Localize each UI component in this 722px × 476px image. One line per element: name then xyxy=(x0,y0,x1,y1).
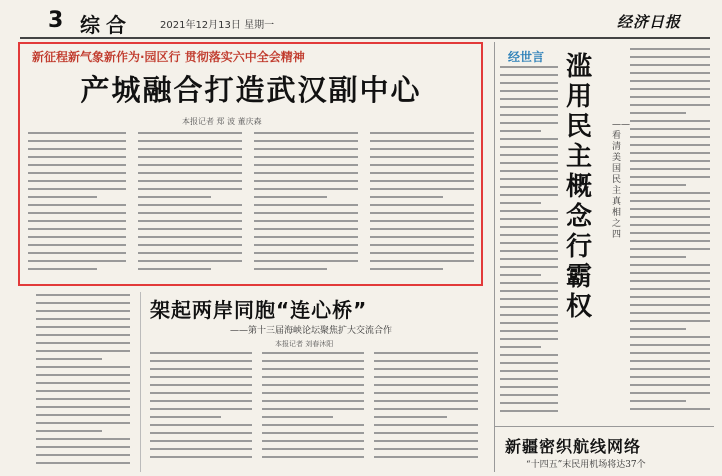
right-column-rule xyxy=(494,42,495,472)
text-line xyxy=(630,56,710,58)
header-rule xyxy=(20,37,710,39)
text-line xyxy=(36,326,130,328)
text-line xyxy=(630,224,710,226)
text-line xyxy=(28,220,126,222)
text-line xyxy=(370,132,474,134)
text-line xyxy=(138,188,242,190)
text-line xyxy=(262,384,364,386)
text-line xyxy=(28,188,126,190)
text-line xyxy=(500,106,558,108)
text-line xyxy=(254,204,358,206)
text-line xyxy=(254,268,327,270)
text-line xyxy=(150,416,221,418)
text-line xyxy=(500,354,558,356)
lead-kicker: 新征程新气象新作为·园区行 贯彻落实六中全会精神 xyxy=(32,50,305,64)
text-line xyxy=(374,432,478,434)
text-line xyxy=(262,392,364,394)
text-line xyxy=(150,400,252,402)
text-line xyxy=(370,236,474,238)
text-line xyxy=(138,236,242,238)
text-line xyxy=(254,228,358,230)
text-line xyxy=(500,178,558,180)
lead-byline: 本报记者 郑 波 董庆森 xyxy=(182,117,262,126)
text-line xyxy=(500,186,558,188)
text-line xyxy=(254,244,358,246)
text-line xyxy=(374,408,478,410)
text-line xyxy=(36,302,130,304)
masthead-logo: 经济日报 xyxy=(617,13,682,31)
text-line xyxy=(630,328,686,330)
text-line xyxy=(500,250,558,252)
text-line xyxy=(36,358,102,360)
text-line xyxy=(254,236,358,238)
text-line xyxy=(254,180,358,182)
text-line xyxy=(500,90,558,92)
text-line xyxy=(500,210,558,212)
text-line xyxy=(500,314,558,316)
text-line xyxy=(630,384,710,386)
text-line xyxy=(630,152,710,154)
text-line xyxy=(374,440,478,442)
text-line xyxy=(630,48,710,50)
text-line xyxy=(500,74,558,76)
text-line xyxy=(150,360,252,362)
text-line xyxy=(36,294,130,296)
text-line xyxy=(370,156,474,158)
text-line xyxy=(370,172,474,174)
text-line xyxy=(138,268,211,270)
text-line xyxy=(500,226,558,228)
text-line xyxy=(370,260,474,262)
text-line xyxy=(630,192,710,194)
text-line xyxy=(370,204,474,206)
text-line xyxy=(500,370,558,372)
text-line xyxy=(28,260,126,262)
text-line xyxy=(138,260,242,262)
text-line xyxy=(254,188,358,190)
text-line xyxy=(262,440,364,442)
text-line xyxy=(28,196,97,198)
text-line xyxy=(500,138,558,140)
text-line xyxy=(630,88,710,90)
page-number: 3 xyxy=(48,8,64,33)
text-line xyxy=(262,368,364,370)
text-line xyxy=(500,122,558,124)
text-line xyxy=(500,298,558,300)
text-line xyxy=(36,406,130,408)
text-line xyxy=(36,438,130,440)
text-line xyxy=(630,112,686,114)
issue-date: 2021年12月13日 星期一 xyxy=(160,20,275,31)
text-line xyxy=(630,160,710,162)
text-line xyxy=(500,362,558,364)
text-line xyxy=(374,384,478,386)
text-line xyxy=(630,392,710,394)
text-line xyxy=(262,408,364,410)
text-line xyxy=(138,220,242,222)
text-line xyxy=(254,260,358,262)
text-line xyxy=(254,212,358,214)
text-line xyxy=(500,154,558,156)
text-line xyxy=(500,194,558,196)
text-line xyxy=(138,140,242,142)
text-line xyxy=(500,202,541,204)
text-line xyxy=(370,188,474,190)
text-line xyxy=(28,148,126,150)
second-text-column-3 xyxy=(374,352,478,470)
text-line xyxy=(630,184,686,186)
text-line xyxy=(630,80,710,82)
text-line xyxy=(254,156,358,158)
text-line xyxy=(630,232,710,234)
text-line xyxy=(28,172,126,174)
text-line xyxy=(374,376,478,378)
text-line xyxy=(630,248,710,250)
text-line xyxy=(150,352,252,354)
text-line xyxy=(630,336,710,338)
text-line xyxy=(254,140,358,142)
text-line xyxy=(374,360,478,362)
text-line xyxy=(630,128,710,130)
text-line xyxy=(28,212,126,214)
lead-text-column-3 xyxy=(254,132,358,280)
text-line xyxy=(630,400,686,402)
text-line xyxy=(374,368,478,370)
text-line xyxy=(150,408,252,410)
text-line xyxy=(254,196,327,198)
text-line xyxy=(630,216,710,218)
text-line xyxy=(28,204,126,206)
text-line xyxy=(262,424,364,426)
text-line xyxy=(370,140,474,142)
text-line xyxy=(500,82,558,84)
text-line xyxy=(630,264,710,266)
text-line xyxy=(138,172,242,174)
text-line xyxy=(150,424,252,426)
text-line xyxy=(370,212,474,214)
text-line xyxy=(138,252,242,254)
text-line xyxy=(28,252,126,254)
text-line xyxy=(630,408,710,410)
text-line xyxy=(500,266,558,268)
text-line xyxy=(630,176,710,178)
bottom-right-subheadline: “十四五”末民用机场将达37个 xyxy=(526,460,646,470)
text-line xyxy=(36,398,130,400)
commentary-subtitle: ——看清美国民主真相之四 xyxy=(612,120,630,240)
text-line xyxy=(150,432,252,434)
text-line xyxy=(28,132,126,134)
text-line xyxy=(138,132,242,134)
text-line xyxy=(500,242,558,244)
text-line xyxy=(500,98,558,100)
text-line xyxy=(630,72,710,74)
text-line xyxy=(254,148,358,150)
text-line xyxy=(36,366,130,368)
text-line xyxy=(370,196,443,198)
text-line xyxy=(630,368,710,370)
text-line xyxy=(150,384,252,386)
text-line xyxy=(500,130,541,132)
text-line xyxy=(150,376,252,378)
text-line xyxy=(374,400,478,402)
left-text-column xyxy=(36,294,130,470)
text-line xyxy=(500,274,541,276)
text-line xyxy=(630,120,710,122)
lead-text-column-2 xyxy=(138,132,242,280)
commentary-text-column-1 xyxy=(500,66,558,422)
text-line xyxy=(36,342,130,344)
text-line xyxy=(500,346,541,348)
text-line xyxy=(630,304,710,306)
lead-text-column-1 xyxy=(28,132,126,280)
text-line xyxy=(370,244,474,246)
text-line xyxy=(262,400,364,402)
text-line xyxy=(374,424,478,426)
text-line xyxy=(150,456,252,458)
text-line xyxy=(36,374,130,376)
text-line xyxy=(500,386,558,388)
text-line xyxy=(138,180,242,182)
text-line xyxy=(150,392,252,394)
commentary-text-column-2 xyxy=(630,48,710,422)
text-line xyxy=(138,164,242,166)
text-line xyxy=(254,172,358,174)
text-line xyxy=(500,258,558,260)
text-line xyxy=(370,164,474,166)
text-line xyxy=(28,164,126,166)
lead-headline: 产城融合打造武汉副中心 xyxy=(80,73,422,107)
text-line xyxy=(500,402,558,404)
text-line xyxy=(500,114,558,116)
text-line xyxy=(500,338,558,340)
text-line xyxy=(630,296,710,298)
second-headline: 架起两岸同胞“连心桥” xyxy=(150,298,368,322)
text-line xyxy=(630,272,710,274)
text-line xyxy=(28,236,126,238)
text-line xyxy=(36,414,130,416)
text-line xyxy=(370,228,474,230)
text-line xyxy=(500,290,558,292)
text-line xyxy=(370,268,443,270)
text-line xyxy=(138,244,242,246)
text-line xyxy=(36,390,130,392)
text-line xyxy=(500,218,558,220)
text-line xyxy=(630,144,710,146)
text-line xyxy=(374,392,478,394)
text-line xyxy=(630,64,710,66)
second-byline: 本报记者 刘春沐阳 xyxy=(275,340,334,348)
text-line xyxy=(28,140,126,142)
text-line xyxy=(150,440,252,442)
text-line xyxy=(138,204,242,206)
bottom-right-rule xyxy=(494,426,714,427)
commentary-author: 经世言 xyxy=(508,50,545,64)
text-line xyxy=(630,104,710,106)
text-line xyxy=(36,382,130,384)
text-line xyxy=(500,306,558,308)
commentary-title: 滥用民主概念行霸权 xyxy=(566,52,593,322)
text-line xyxy=(138,228,242,230)
text-line xyxy=(254,164,358,166)
text-line xyxy=(36,422,130,424)
text-line xyxy=(28,228,126,230)
text-line xyxy=(630,96,710,98)
text-line xyxy=(630,136,710,138)
text-line xyxy=(138,196,211,198)
text-line xyxy=(630,312,710,314)
second-text-column-2 xyxy=(262,352,364,470)
text-line xyxy=(138,212,242,214)
text-line xyxy=(254,132,358,134)
text-line xyxy=(500,66,558,68)
text-line xyxy=(500,234,558,236)
text-line xyxy=(254,252,358,254)
text-line xyxy=(28,156,126,158)
text-line xyxy=(370,252,474,254)
text-line xyxy=(500,330,558,332)
text-line xyxy=(150,448,252,450)
text-line xyxy=(630,288,710,290)
text-line xyxy=(262,416,333,418)
text-line xyxy=(28,268,97,270)
text-line xyxy=(630,256,686,258)
text-line xyxy=(500,322,558,324)
text-line xyxy=(500,282,558,284)
section-title: 综合 xyxy=(80,13,132,37)
text-line xyxy=(36,350,130,352)
text-line xyxy=(36,446,130,448)
text-line xyxy=(370,220,474,222)
lead-text-column-4 xyxy=(370,132,474,280)
text-line xyxy=(36,462,130,464)
text-line xyxy=(36,430,102,432)
second-text-column-1 xyxy=(150,352,252,470)
text-line xyxy=(630,376,710,378)
text-line xyxy=(28,244,126,246)
text-line xyxy=(374,352,478,354)
text-line xyxy=(500,162,558,164)
text-line xyxy=(500,410,558,412)
text-line xyxy=(500,378,558,380)
text-line xyxy=(150,368,252,370)
text-line xyxy=(370,180,474,182)
text-line xyxy=(262,360,364,362)
text-line xyxy=(630,360,710,362)
text-line xyxy=(630,352,710,354)
text-line xyxy=(138,156,242,158)
text-line xyxy=(262,352,364,354)
text-line xyxy=(630,208,710,210)
text-line xyxy=(254,220,358,222)
text-line xyxy=(262,376,364,378)
text-line xyxy=(630,200,710,202)
text-line xyxy=(630,280,710,282)
text-line xyxy=(36,318,130,320)
text-line xyxy=(28,180,126,182)
text-line xyxy=(630,168,710,170)
text-line xyxy=(36,334,130,336)
text-line xyxy=(374,448,478,450)
second-subheadline: ——第十三届海峡论坛聚焦扩大交流合作 xyxy=(230,326,393,336)
text-line xyxy=(262,456,364,458)
text-line xyxy=(262,432,364,434)
text-line xyxy=(500,394,558,396)
text-line xyxy=(262,448,364,450)
text-line xyxy=(138,148,242,150)
text-line xyxy=(630,240,710,242)
text-line xyxy=(36,454,130,456)
text-line xyxy=(374,456,478,458)
text-line xyxy=(630,320,710,322)
text-line xyxy=(370,148,474,150)
text-line xyxy=(630,344,710,346)
text-line xyxy=(374,416,447,418)
text-line xyxy=(500,170,558,172)
bottom-right-headline: 新疆密织航线网络 xyxy=(505,437,642,456)
column-divider xyxy=(140,292,141,472)
text-line xyxy=(500,146,558,148)
text-line xyxy=(36,310,130,312)
